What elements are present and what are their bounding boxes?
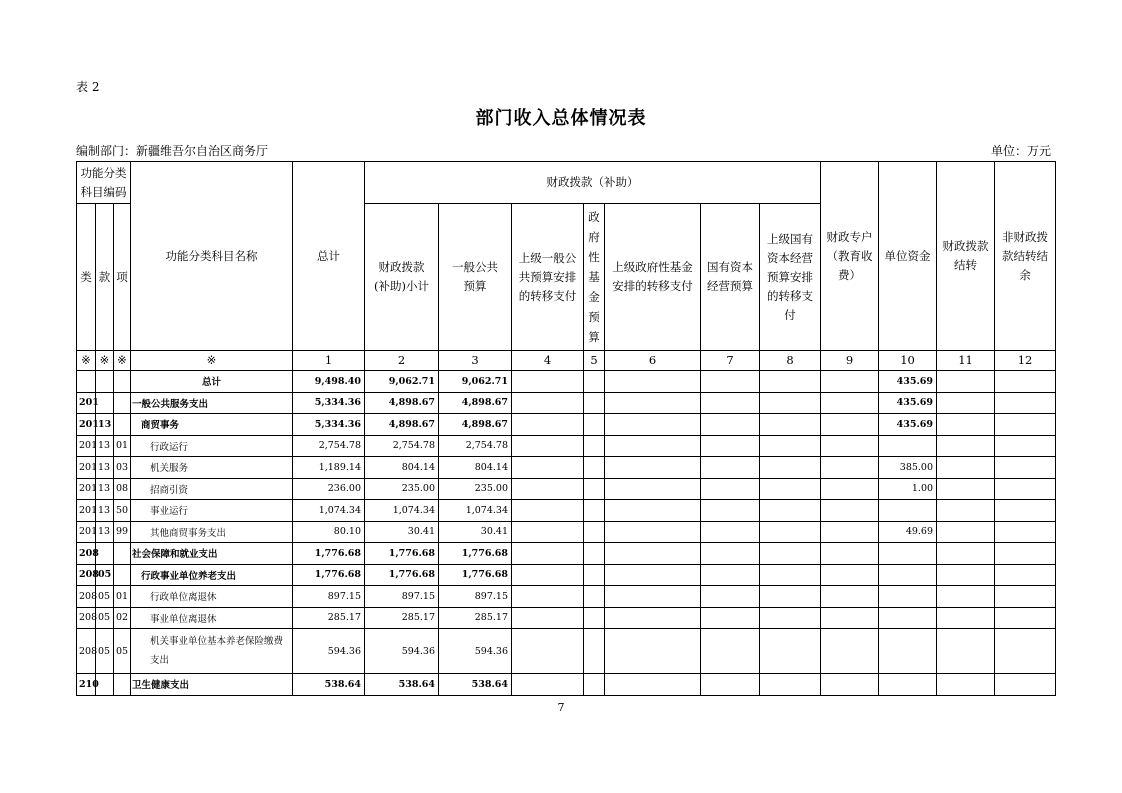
col-number: 1 — [293, 351, 365, 371]
header-fiscal-group: 财政拨款（补助） — [365, 162, 821, 204]
cell-fiscal-carryover — [937, 543, 995, 565]
cell-general-budget: 30.41 — [439, 521, 512, 543]
cell-func-name: 社会保障和就业支出 — [131, 543, 293, 565]
cell-fiscal-subtotal: 897.15 — [365, 586, 439, 608]
cell-upper-general-transfer — [512, 392, 584, 414]
cell-state-capital-budget — [701, 564, 760, 586]
cell-fiscal-special — [821, 457, 879, 479]
cell-general-budget: 4,898.67 — [439, 392, 512, 414]
cell-state-capital-budget — [701, 500, 760, 522]
cell-unit-funds — [879, 564, 937, 586]
cell-fiscal-subtotal: 235.00 — [365, 478, 439, 500]
cell-gov-fund-budget — [584, 478, 605, 500]
cell-fiscal-carryover — [937, 607, 995, 629]
cell-unit-funds: 435.69 — [879, 371, 937, 393]
table-row — [77, 435, 1056, 457]
cell-unit-funds: 435.69 — [879, 392, 937, 414]
cell-general-budget: 804.14 — [439, 457, 512, 479]
cell-func-name: 行政运行 — [131, 435, 293, 457]
cell-upper-fund-transfer — [605, 629, 701, 674]
cell-lei: 201 — [77, 435, 96, 457]
cell-fiscal-subtotal: 1,776.68 — [365, 543, 439, 565]
cell-lei: 201 — [77, 457, 96, 479]
cell-nonfiscal-carryover — [995, 371, 1056, 393]
cell-kuan: 13 — [96, 414, 114, 436]
cell-upper-capital-transfer — [760, 500, 821, 522]
cell-unit-funds — [879, 586, 937, 608]
cell-func-name: 机关服务 — [131, 457, 293, 479]
col-number: 11 — [937, 351, 995, 371]
cell-state-capital-budget — [701, 371, 760, 393]
cell-kuan: 13 — [96, 521, 114, 543]
cell-fiscal-carryover — [937, 414, 995, 436]
cell-kuan: 05 — [96, 629, 114, 674]
cell-kuan: 13 — [96, 478, 114, 500]
cell-lei: 201 — [77, 521, 96, 543]
cell-xiang — [114, 674, 131, 696]
cell-upper-general-transfer — [512, 674, 584, 696]
header-upper-general-transfer: 上级一般公共预算安排的转移支付 — [512, 204, 584, 351]
cell-unit-funds: 49.69 — [879, 521, 937, 543]
cell-unit-funds — [879, 607, 937, 629]
cell-state-capital-budget — [701, 521, 760, 543]
cell-gov-fund-budget — [584, 371, 605, 393]
cell-lei: 201 — [77, 478, 96, 500]
cell-nonfiscal-carryover — [995, 478, 1056, 500]
table-row — [77, 500, 1056, 522]
cell-xiang — [114, 543, 131, 565]
cell-fiscal-subtotal: 30.41 — [365, 521, 439, 543]
cell-kuan — [96, 371, 114, 393]
cell-state-capital-budget — [701, 435, 760, 457]
cell-func-name: 卫生健康支出 — [131, 674, 293, 696]
cell-upper-general-transfer — [512, 435, 584, 457]
cell-kuan: 13 — [96, 500, 114, 522]
mark-cell: ※ — [131, 351, 293, 371]
cell-nonfiscal-carryover — [995, 435, 1056, 457]
cell-upper-capital-transfer — [760, 564, 821, 586]
cell-nonfiscal-carryover — [995, 457, 1056, 479]
cell-total: 1,074.34 — [293, 500, 365, 522]
cell-total: 285.17 — [293, 607, 365, 629]
table-row — [77, 543, 1056, 565]
cell-fiscal-special — [821, 543, 879, 565]
cell-fiscal-carryover — [937, 457, 995, 479]
cell-fiscal-special — [821, 564, 879, 586]
header-func-code: 功能分类科目编码 — [77, 162, 131, 204]
cell-fiscal-subtotal: 538.64 — [365, 674, 439, 696]
header-unit-funds: 单位资金 — [879, 162, 937, 351]
cell-upper-capital-transfer — [760, 543, 821, 565]
cell-nonfiscal-carryover — [995, 392, 1056, 414]
cell-total: 538.64 — [293, 674, 365, 696]
col-number: 4 — [512, 351, 584, 371]
cell-xiang: 02 — [114, 607, 131, 629]
cell-upper-fund-transfer — [605, 371, 701, 393]
header-lei: 类 — [77, 204, 96, 351]
cell-upper-fund-transfer — [605, 478, 701, 500]
cell-func-name: 行政单位离退休 — [131, 586, 293, 608]
table-row — [77, 478, 1056, 500]
cell-total: 2,754.78 — [293, 435, 365, 457]
cell-func-name: 商贸事务 — [131, 414, 293, 436]
cell-general-budget: 897.15 — [439, 586, 512, 608]
cell-fiscal-carryover — [937, 564, 995, 586]
cell-xiang — [114, 564, 131, 586]
cell-nonfiscal-carryover — [995, 414, 1056, 436]
cell-unit-funds — [879, 543, 937, 565]
cell-lei: 208 — [77, 607, 96, 629]
col-number: 2 — [365, 351, 439, 371]
table-row — [77, 629, 1056, 674]
cell-general-budget: 9,062.71 — [439, 371, 512, 393]
cell-upper-general-transfer — [512, 543, 584, 565]
cell-upper-general-transfer — [512, 586, 584, 608]
cell-lei: 208 — [77, 543, 96, 565]
cell-xiang: 05 — [114, 629, 131, 674]
cell-unit-funds: 385.00 — [879, 457, 937, 479]
table-row — [77, 564, 1056, 586]
cell-gov-fund-budget — [584, 607, 605, 629]
cell-upper-fund-transfer — [605, 674, 701, 696]
cell-kuan: 05 — [96, 607, 114, 629]
cell-fiscal-carryover — [937, 371, 995, 393]
cell-upper-fund-transfer — [605, 392, 701, 414]
cell-upper-general-transfer — [512, 500, 584, 522]
cell-nonfiscal-carryover — [995, 521, 1056, 543]
cell-fiscal-special — [821, 478, 879, 500]
cell-func-name: 机关事业单位基本养老保险缴费支出 — [131, 629, 293, 674]
cell-xiang: 01 — [114, 435, 131, 457]
col-number: 9 — [821, 351, 879, 371]
cell-gov-fund-budget — [584, 521, 605, 543]
cell-xiang — [114, 414, 131, 436]
header-general-budget: 一般公共预算 — [439, 204, 512, 351]
cell-func-name: 一般公共服务支出 — [131, 392, 293, 414]
cell-upper-general-transfer — [512, 457, 584, 479]
cell-xiang: 01 — [114, 586, 131, 608]
cell-unit-funds — [879, 629, 937, 674]
header-state-capital-budget: 国有资本经营预算 — [701, 204, 760, 351]
page-title: 部门收入总体情况表 — [475, 108, 647, 129]
cell-total: 236.00 — [293, 478, 365, 500]
cell-state-capital-budget — [701, 457, 760, 479]
cell-upper-general-transfer — [512, 607, 584, 629]
cell-total: 5,334.36 — [293, 392, 365, 414]
cell-fiscal-special — [821, 371, 879, 393]
cell-xiang: 03 — [114, 457, 131, 479]
header-xiang: 项 — [114, 204, 131, 351]
cell-fiscal-carryover — [937, 478, 995, 500]
col-number: 12 — [995, 351, 1056, 371]
cell-nonfiscal-carryover — [995, 586, 1056, 608]
table-row — [77, 586, 1056, 608]
cell-fiscal-special — [821, 414, 879, 436]
cell-fiscal-subtotal: 9,062.71 — [365, 371, 439, 393]
header-func-name: 功能分类科目名称 — [131, 162, 293, 351]
cell-upper-fund-transfer — [605, 414, 701, 436]
col-number: 3 — [439, 351, 512, 371]
cell-upper-fund-transfer — [605, 521, 701, 543]
cell-upper-fund-transfer — [605, 457, 701, 479]
table-row — [77, 607, 1056, 629]
cell-state-capital-budget — [701, 586, 760, 608]
cell-lei: 208 — [77, 586, 96, 608]
cell-state-capital-budget — [701, 478, 760, 500]
cell-upper-capital-transfer — [760, 392, 821, 414]
cell-nonfiscal-carryover — [995, 500, 1056, 522]
cell-total: 1,189.14 — [293, 457, 365, 479]
col-number: 7 — [701, 351, 760, 371]
table-row — [77, 392, 1056, 414]
cell-total: 897.15 — [293, 586, 365, 608]
table-row — [77, 371, 1056, 393]
compiling-department: 编制部门：新疆维吾尔自治区商务厅 — [76, 144, 269, 158]
cell-fiscal-carryover — [937, 500, 995, 522]
cell-fiscal-carryover — [937, 392, 995, 414]
header-fiscal-carryover: 财政拨款结转 — [937, 162, 995, 351]
cell-general-budget: 1,074.34 — [439, 500, 512, 522]
cell-fiscal-special — [821, 521, 879, 543]
mark-cell: ※ — [77, 351, 96, 371]
cell-func-name: 招商引资 — [131, 478, 293, 500]
cell-fiscal-special — [821, 674, 879, 696]
cell-upper-capital-transfer — [760, 371, 821, 393]
cell-upper-capital-transfer — [760, 674, 821, 696]
cell-func-name: 行政事业单位养老支出 — [131, 564, 293, 586]
cell-gov-fund-budget — [584, 435, 605, 457]
cell-xiang: 50 — [114, 500, 131, 522]
cell-unit-funds — [879, 674, 937, 696]
cell-general-budget: 285.17 — [439, 607, 512, 629]
col-number: 6 — [605, 351, 701, 371]
table-row — [77, 674, 1056, 696]
cell-xiang — [114, 371, 131, 393]
income-summary-table — [76, 161, 1056, 696]
header-upper-fund-transfer: 上级政府性基金安排的转移支付 — [605, 204, 701, 351]
cell-upper-general-transfer — [512, 564, 584, 586]
cell-upper-fund-transfer — [605, 586, 701, 608]
cell-fiscal-carryover — [937, 674, 995, 696]
cell-gov-fund-budget — [584, 629, 605, 674]
cell-fiscal-carryover — [937, 435, 995, 457]
cell-unit-funds: 1.00 — [879, 478, 937, 500]
cell-state-capital-budget — [701, 629, 760, 674]
mark-cell: ※ — [114, 351, 131, 371]
cell-unit-funds — [879, 435, 937, 457]
cell-upper-general-transfer — [512, 478, 584, 500]
cell-upper-fund-transfer — [605, 564, 701, 586]
cell-upper-fund-transfer — [605, 435, 701, 457]
cell-general-budget: 1,776.68 — [439, 543, 512, 565]
cell-total: 80.10 — [293, 521, 365, 543]
cell-fiscal-carryover — [937, 629, 995, 674]
cell-fiscal-subtotal: 594.36 — [365, 629, 439, 674]
cell-lei: 208 — [77, 564, 96, 586]
mark-cell: ※ — [96, 351, 114, 371]
cell-func-name: 总计 — [131, 371, 293, 393]
cell-fiscal-special — [821, 629, 879, 674]
cell-general-budget: 2,754.78 — [439, 435, 512, 457]
col-number: 8 — [760, 351, 821, 371]
cell-upper-fund-transfer — [605, 500, 701, 522]
cell-fiscal-subtotal: 1,776.68 — [365, 564, 439, 586]
cell-nonfiscal-carryover — [995, 564, 1056, 586]
cell-fiscal-subtotal: 2,754.78 — [365, 435, 439, 457]
cell-lei: 201 — [77, 414, 96, 436]
cell-upper-capital-transfer — [760, 629, 821, 674]
cell-fiscal-special — [821, 392, 879, 414]
cell-state-capital-budget — [701, 674, 760, 696]
cell-upper-capital-transfer — [760, 478, 821, 500]
header-upper-capital-transfer: 上级国有资本经营预算安排的转移支付 — [760, 204, 821, 351]
cell-upper-general-transfer — [512, 521, 584, 543]
table-row — [77, 521, 1056, 543]
cell-total: 594.36 — [293, 629, 365, 674]
cell-upper-capital-transfer — [760, 457, 821, 479]
cell-fiscal-special — [821, 607, 879, 629]
cell-gov-fund-budget — [584, 586, 605, 608]
cell-fiscal-subtotal: 4,898.67 — [365, 392, 439, 414]
cell-fiscal-subtotal: 285.17 — [365, 607, 439, 629]
cell-total: 1,776.68 — [293, 543, 365, 565]
cell-fiscal-carryover — [937, 586, 995, 608]
cell-fiscal-special — [821, 435, 879, 457]
cell-gov-fund-budget — [584, 392, 605, 414]
col-number: 5 — [584, 351, 605, 371]
cell-fiscal-subtotal: 4,898.67 — [365, 414, 439, 436]
cell-general-budget: 594.36 — [439, 629, 512, 674]
cell-kuan: 13 — [96, 435, 114, 457]
header-fiscal-subtotal: 财政拨款(补助)小计 — [365, 204, 439, 351]
unit-label: 单位：万元 — [990, 144, 1051, 158]
cell-gov-fund-budget — [584, 414, 605, 436]
cell-func-name: 其他商贸事务支出 — [131, 521, 293, 543]
cell-upper-fund-transfer — [605, 543, 701, 565]
cell-func-name: 事业单位离退休 — [131, 607, 293, 629]
cell-upper-capital-transfer — [760, 435, 821, 457]
cell-kuan: 13 — [96, 457, 114, 479]
cell-upper-general-transfer — [512, 371, 584, 393]
cell-lei: 210 — [77, 674, 96, 696]
cell-state-capital-budget — [701, 607, 760, 629]
header-nonfiscal-carryover: 非财政拨款结转结余 — [995, 162, 1056, 351]
cell-gov-fund-budget — [584, 500, 605, 522]
cell-lei: 201 — [77, 392, 96, 414]
cell-gov-fund-budget — [584, 543, 605, 565]
cell-kuan: 05 — [96, 586, 114, 608]
cell-general-budget: 538.64 — [439, 674, 512, 696]
cell-gov-fund-budget — [584, 457, 605, 479]
header-total: 总计 — [293, 162, 365, 351]
page-number: 7 — [557, 701, 565, 714]
cell-lei: 201 — [77, 500, 96, 522]
table-row — [77, 457, 1056, 479]
cell-upper-general-transfer — [512, 414, 584, 436]
header-fiscal-special: 财政专户（教育收费） — [821, 162, 879, 351]
cell-nonfiscal-carryover — [995, 674, 1056, 696]
col-number: 10 — [879, 351, 937, 371]
header-gov-fund-budget: 政府性基金预算 — [584, 204, 605, 351]
cell-unit-funds: 435.69 — [879, 414, 937, 436]
cell-nonfiscal-carryover — [995, 607, 1056, 629]
cell-state-capital-budget — [701, 543, 760, 565]
cell-fiscal-subtotal: 804.14 — [365, 457, 439, 479]
cell-fiscal-special — [821, 500, 879, 522]
cell-state-capital-budget — [701, 414, 760, 436]
cell-fiscal-carryover — [937, 521, 995, 543]
cell-kuan: 05 — [96, 564, 114, 586]
cell-xiang: 08 — [114, 478, 131, 500]
cell-total: 5,334.36 — [293, 414, 365, 436]
cell-upper-capital-transfer — [760, 414, 821, 436]
cell-general-budget: 4,898.67 — [439, 414, 512, 436]
cell-upper-capital-transfer — [760, 586, 821, 608]
cell-upper-capital-transfer — [760, 521, 821, 543]
table-label: 表 2 — [76, 80, 100, 94]
cell-upper-general-transfer — [512, 629, 584, 674]
cell-upper-capital-transfer — [760, 607, 821, 629]
cell-lei — [77, 371, 96, 393]
cell-general-budget: 1,776.68 — [439, 564, 512, 586]
cell-state-capital-budget — [701, 392, 760, 414]
cell-xiang: 99 — [114, 521, 131, 543]
cell-general-budget: 235.00 — [439, 478, 512, 500]
cell-unit-funds — [879, 500, 937, 522]
table-row — [77, 414, 1056, 436]
cell-xiang — [114, 392, 131, 414]
cell-func-name: 事业运行 — [131, 500, 293, 522]
table-body — [77, 371, 1056, 696]
cell-fiscal-special — [821, 586, 879, 608]
cell-gov-fund-budget — [584, 564, 605, 586]
cell-gov-fund-budget — [584, 674, 605, 696]
cell-lei: 208 — [77, 629, 96, 674]
cell-fiscal-subtotal: 1,074.34 — [365, 500, 439, 522]
cell-total: 1,776.68 — [293, 564, 365, 586]
cell-upper-fund-transfer — [605, 607, 701, 629]
cell-nonfiscal-carryover — [995, 543, 1056, 565]
header-kuan: 款 — [96, 204, 114, 351]
cell-total: 9,498.40 — [293, 371, 365, 393]
cell-nonfiscal-carryover — [995, 629, 1056, 674]
